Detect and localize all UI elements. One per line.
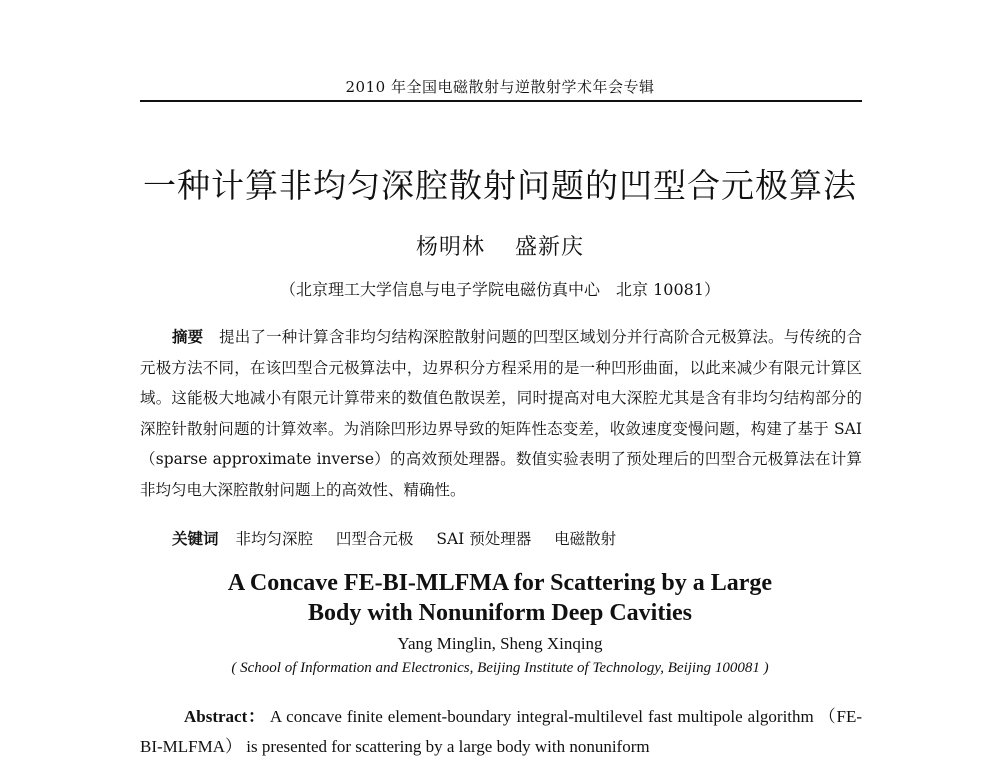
keyword: 电磁散射 bbox=[554, 530, 617, 548]
abstract-text-zh: 提出了一种计算含非均匀结构深腔散射问题的凹型区域划分并行高阶合元极算法。与传统的合元极方法不同，在该凹型合元极算法中，边界积分方程采用的是一种凹形曲面，以此来减少有限元计算区域。这能极大地减小有限元计算带来的数值色散误差，同时提高对电大深腔尤其是含有非均匀结构部分的深腔针散射问题的计算效率。为消除凹形边界导致的矩阵性态变差，收敛速度变慢问题，构建了基于 SAI（sparse approximate inverse）的高效预处理器。数值实验表明了预处理后的凹型合元极算法在计算非均匀电大深腔散射问题上的高效性、精确性。 bbox=[140, 328, 862, 499]
abstract-label-zh: 摘要 bbox=[172, 328, 204, 346]
authors-zh: 杨明林 盛新庆 bbox=[416, 235, 584, 260]
affiliation-en: ( School of Information and Electronics, Beijing Institute of Technology, Beijing 100081 ) bbox=[231, 660, 769, 676]
abstract-text-en: A concave finite element-boundary integral-multilevel fast multipole algorithm （FE-BI-MLFMA） is presented for scattering by a large body with nonuniform bbox=[140, 707, 863, 756]
keywords-zh bbox=[172, 527, 862, 549]
authors-en: Yang Minglin, Sheng Xinqing bbox=[397, 634, 603, 653]
abstract-zh bbox=[140, 322, 862, 505]
title-en-line2: Body with Nonuniform Deep Cavities bbox=[307, 600, 692, 626]
paper-title-en bbox=[140, 568, 860, 628]
paper-title-zh: 一种计算非均匀深腔散射问题的凹型合元极算法 bbox=[143, 166, 857, 205]
keyword: 非均匀深腔 bbox=[235, 530, 313, 548]
abstract-label-en: Abstract： bbox=[184, 707, 266, 726]
keyword: SAI 预处理器 bbox=[436, 530, 532, 548]
abstract-en bbox=[140, 702, 862, 762]
title-en-line1: A Concave FE-BI-MLFMA for Scattering by a Large bbox=[227, 570, 773, 596]
keywords-label-zh: 关键词 bbox=[172, 530, 219, 548]
journal-header: 2010 年全国电磁散射与逆散射学术年会专辑 bbox=[345, 78, 655, 96]
header-rule bbox=[140, 100, 862, 102]
affiliation-zh: （北京理工大学信息与电子学院电磁仿真中心 北京 10081） bbox=[280, 280, 720, 299]
keyword: 凹型合元极 bbox=[335, 530, 414, 548]
